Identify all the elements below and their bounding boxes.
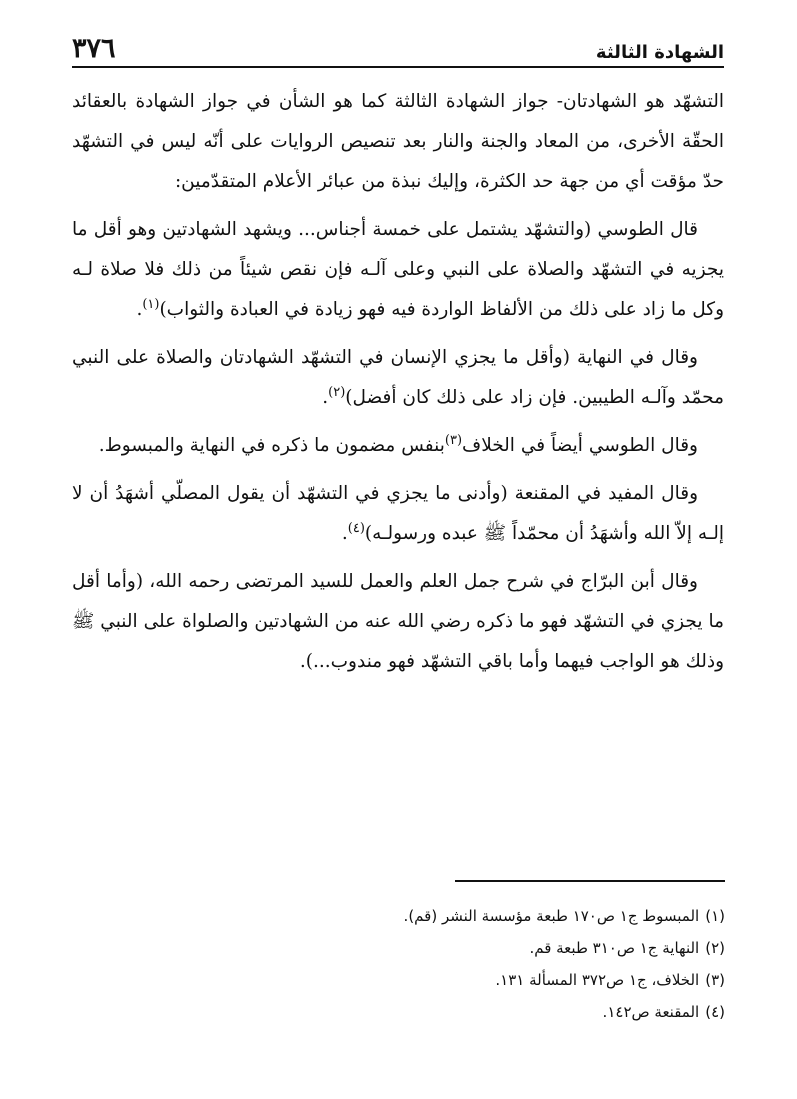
main-text — [72, 82, 724, 682]
paragraph-text: وقال الطوسي أيضاً في الخلاف — [462, 435, 698, 456]
sentence-end: . — [136, 299, 143, 320]
paragraph-text: وقال في النهاية (وأقل ما يجزي الإنسان في التشهّد الشهادتان والصلاة على النبي محمّد وآلـه الطيبين. فإن زاد على ذلك كان أفضل) — [72, 347, 724, 408]
paragraph-text: وقال أبن البرّاج في شرح جمل العلم والعمل للسيد المرتضى رحمه الله، (وأما أقل ما يجزي في التشهّد فهو ما ذكره رضي الله عنه من الشهادتين والصلواة على النبي ﷺ وذلك هو الواجب فيهما وأما باقي التشهّد فهو مندوب...). — [72, 571, 724, 672]
paragraph — [72, 426, 724, 466]
page-header — [72, 24, 724, 68]
paragraph — [72, 82, 724, 202]
sentence-end: . — [341, 523, 348, 544]
footnote — [73, 900, 725, 932]
footnote-divider — [455, 880, 725, 882]
paragraph-text: قال الطوسي (والتشهّد يشتمل على خمسة أجناس... ويشهد الشهادتين وهو أقل ما يجزيه في التشهّد والصلاة على النبي وعلى آلـه فإن نقص شيئاً من ذلك فلا صلاة لـه وكل ما زاد على ذلك من الألفاظ الواردة فيه فهو زيادة في العبادة والثواب) — [72, 219, 724, 320]
paragraph — [72, 474, 724, 554]
footnote-ref: (٤) — [347, 521, 365, 536]
footnote-number: (٤) — [705, 1003, 725, 1021]
footnote-text: المبسوط ج١ ص١٧٠ طبعة مؤسسة النشر (قم). — [403, 907, 700, 925]
footnote-number: (٢) — [705, 939, 725, 957]
sentence-end: . — [322, 387, 329, 408]
footnote — [73, 932, 725, 964]
footnote-ref: (٣) — [444, 433, 463, 448]
paragraph — [72, 338, 724, 418]
paragraph-text: وقال المفيد في المقنعة (وأدنى ما يجزي في التشهّد أن يقول المصلّي أشهَدُ أن لا إلـه إلاّ الله وأشهَدُ أن محمّداً ﷺ عبده ورسولـه) — [72, 483, 724, 544]
page-number: ٣٧٦ — [72, 33, 116, 64]
paragraph-text: التشهّد هو الشهادتان- جواز الشهادة الثالثة كما هو الشأن في جواز الشهادة بالعقائد الحقّة الأخرى، من المعاد والجنة والنار بعد تنصيص الروايات على أنّه ليس في التشهّد حدّ مؤقت أي من جهة حد الكثرة، وإليك نبذة من عبائر الأعلام المتقدّمين: — [72, 91, 724, 192]
footnotes — [73, 900, 725, 1028]
footnote-ref: (١) — [142, 297, 160, 312]
book-page — [72, 24, 724, 690]
footnote-number: (١) — [705, 907, 725, 925]
paragraph-text: بنفس مضمون ما ذكره في النهاية والمبسوط. — [98, 435, 445, 456]
running-title: الشهادة الثالثة — [595, 42, 724, 63]
footnote-text: النهاية ج١ ص٣١٠ طبعة قم. — [529, 939, 700, 957]
paragraph — [72, 562, 724, 682]
paragraph — [72, 210, 724, 330]
footnote-ref: (٢) — [328, 385, 346, 400]
footnote — [73, 996, 725, 1028]
footnote-text: الخلاف، ج١ ص٣٧٢ المسألة ١٣١. — [495, 971, 700, 989]
footnote — [73, 964, 725, 996]
footnote-number: (٣) — [705, 971, 725, 989]
footnote-text: المقنعة ص١٤٢. — [602, 1003, 700, 1021]
